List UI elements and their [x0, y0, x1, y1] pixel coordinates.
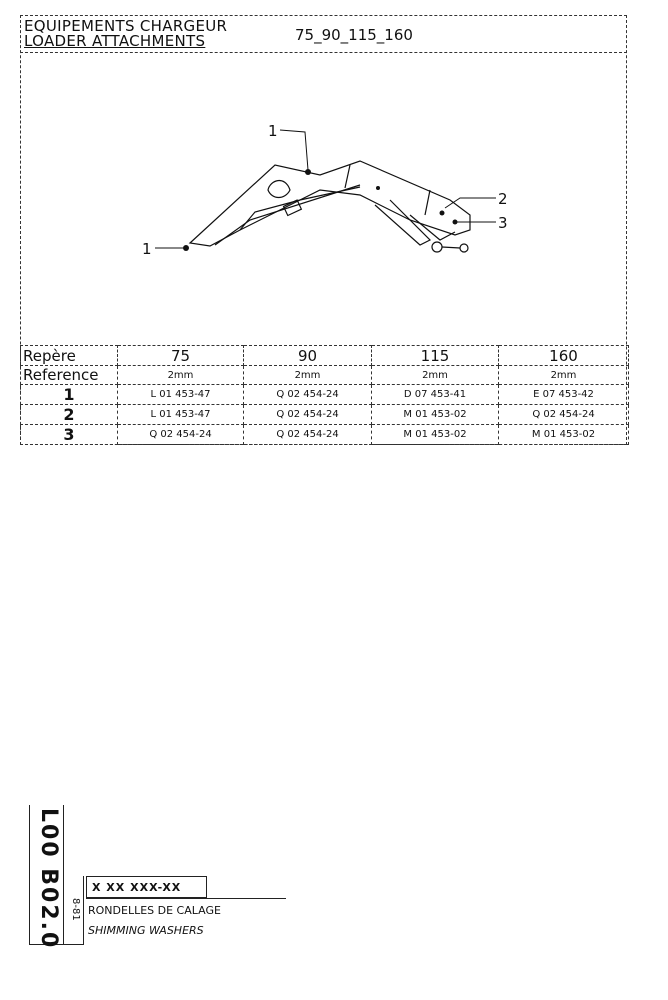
ref-cell: Q 02 454-24: [499, 405, 629, 425]
model-90: 90: [244, 346, 372, 366]
ref-cell: Q 02 454-24: [244, 385, 372, 405]
desc-en: SHIMMING WASHERS: [88, 924, 204, 937]
loader-illustration: [0, 0, 668, 345]
repere-label: Repère: [21, 346, 118, 366]
footer-border-mid: [63, 805, 64, 945]
ref-cell: Q 02 454-24: [244, 425, 372, 445]
ref-cell: Q 02 454-24: [244, 405, 372, 425]
ref-cell: L 01 453-47: [118, 405, 244, 425]
callout-2: 2: [498, 190, 508, 208]
desc-fr: RONDELLES DE CALAGE: [88, 904, 221, 917]
footer-border-left: [29, 805, 30, 945]
ref-cell: E 07 453-42: [499, 385, 629, 405]
footer-border-date: [83, 876, 84, 945]
model-115: 115: [372, 346, 499, 366]
table-header-row: [21, 346, 629, 366]
table-row: [21, 385, 629, 405]
callout-1-upper: 1: [268, 122, 278, 140]
title-en: LOADER ATTACHMENTS: [24, 32, 206, 50]
callout-3: 3: [498, 214, 508, 232]
repere-cell: 3: [21, 425, 118, 445]
ref-cell: M 01 453-02: [372, 405, 499, 425]
size-cell: 2mm: [118, 366, 244, 385]
model-list: 75_90_115_160: [295, 26, 413, 44]
ref-cell: Q 02 454-24: [118, 425, 244, 445]
ref-cell: M 01 453-02: [499, 425, 629, 445]
model-75: 75: [118, 346, 244, 366]
ref-cell: L 01 453-47: [118, 385, 244, 405]
table-row: [21, 405, 629, 425]
reference-label: Reference: [21, 366, 118, 385]
size-cell: 2mm: [372, 366, 499, 385]
reference-table: [20, 345, 629, 445]
part-code: X XX XXX-XX: [86, 876, 207, 898]
date: 8-81: [70, 898, 81, 921]
page-code: L00 B02.0: [36, 808, 61, 950]
callout-1-lower: 1: [142, 240, 152, 258]
title-fr: EQUIPEMENTS CHARGEUR: [24, 17, 228, 35]
repere-cell: 1: [21, 385, 118, 405]
ref-cell: M 01 453-02: [372, 425, 499, 445]
table-row: [21, 425, 629, 445]
table-size-row: [21, 366, 629, 385]
model-160: 160: [499, 346, 629, 366]
repere-cell: 2: [21, 405, 118, 425]
ref-cell: D 07 453-41: [372, 385, 499, 405]
size-cell: 2mm: [499, 366, 629, 385]
footer-divider: [86, 898, 286, 899]
size-cell: 2mm: [244, 366, 372, 385]
